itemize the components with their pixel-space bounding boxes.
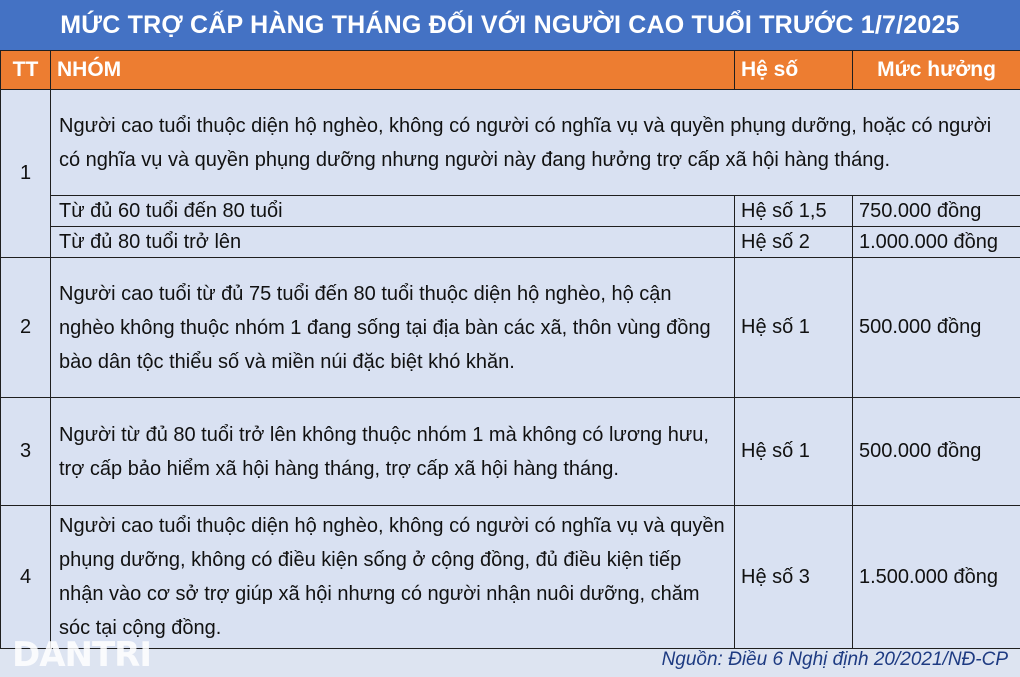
table-row (1, 90, 1020, 196)
table-row (1, 196, 1020, 227)
header-tt: TT (1, 51, 51, 90)
header-group: NHÓM (51, 51, 735, 90)
coefficient-cell: Hệ số 1,5 (735, 196, 853, 227)
table-row (1, 227, 1020, 258)
sub-group-label: Từ đủ 80 tuổi trở lên (51, 227, 735, 258)
group-description: Người cao tuổi thuộc diện hộ nghèo, không có người có nghĩa vụ và quyền phụng dưỡng, hoặc có người có nghĩa vụ và quyền phụng dưỡng nhưng người này đang hưởng trợ cấp xã hội hàng tháng. (51, 90, 1020, 196)
rate-cell: 750.000 đồng (853, 196, 1020, 227)
rate-cell: 1.000.000 đồng (853, 227, 1020, 258)
row-number: 4 (1, 506, 51, 649)
coefficient-cell: Hệ số 3 (735, 506, 853, 649)
rate-cell: 500.000 đồng (853, 398, 1020, 506)
table-row (1, 398, 1020, 506)
rate-cell: 500.000 đồng (853, 258, 1020, 398)
row-number: 3 (1, 398, 51, 506)
source-note: Nguồn: Điều 6 Nghị định 20/2021/NĐ-CP (661, 649, 1008, 670)
table-title: MỨC TRỢ CẤP HÀNG THÁNG ĐỐI VỚI NGƯỜI CAO TUỔI TRƯỚC 1/7/2025 (0, 0, 1020, 50)
group-description: Người cao tuổi từ đủ 75 tuổi đến 80 tuổi thuộc diện hộ nghèo, hộ cận nghèo không thuộc nhóm 1 đang sống tại địa bàn các xã, thôn vùng đồng bào dân tộc thiểu số và miền núi đặc biệt khó khăn. (51, 258, 735, 398)
group-description: Người cao tuổi thuộc diện hộ nghèo, không có người có nghĩa vụ và quyền phụng dưỡng, không có điều kiện sống ở cộng đồng, đủ điều kiện tiếp nhận vào cơ sở trợ giúp xã hội nhưng có người nhận nuôi dưỡng, chăm sóc tại cộng đồng. (51, 506, 735, 649)
table-row (1, 506, 1020, 649)
sub-group-label: Từ đủ 60 tuổi đến 80 tuổi (51, 196, 735, 227)
group-description: Người từ đủ 80 tuổi trở lên không thuộc nhóm 1 mà không có lương hưu, trợ cấp bảo hiểm xã hội hàng tháng, trợ cấp xã hội hàng tháng. (51, 398, 735, 506)
rate-cell: 1.500.000 đồng (853, 506, 1020, 649)
header-rate: Mức hưởng (853, 51, 1020, 90)
header-coef: Hệ số (735, 51, 853, 90)
footer (0, 635, 1020, 677)
allowance-table (0, 50, 1020, 649)
header-row (1, 51, 1020, 90)
dantri-logo: DANTRI (12, 635, 152, 675)
table-row (1, 258, 1020, 398)
coefficient-cell: Hệ số 1 (735, 258, 853, 398)
coefficient-cell: Hệ số 2 (735, 227, 853, 258)
coefficient-cell: Hệ số 1 (735, 398, 853, 506)
row-number: 1 (1, 90, 51, 258)
row-number: 2 (1, 258, 51, 398)
